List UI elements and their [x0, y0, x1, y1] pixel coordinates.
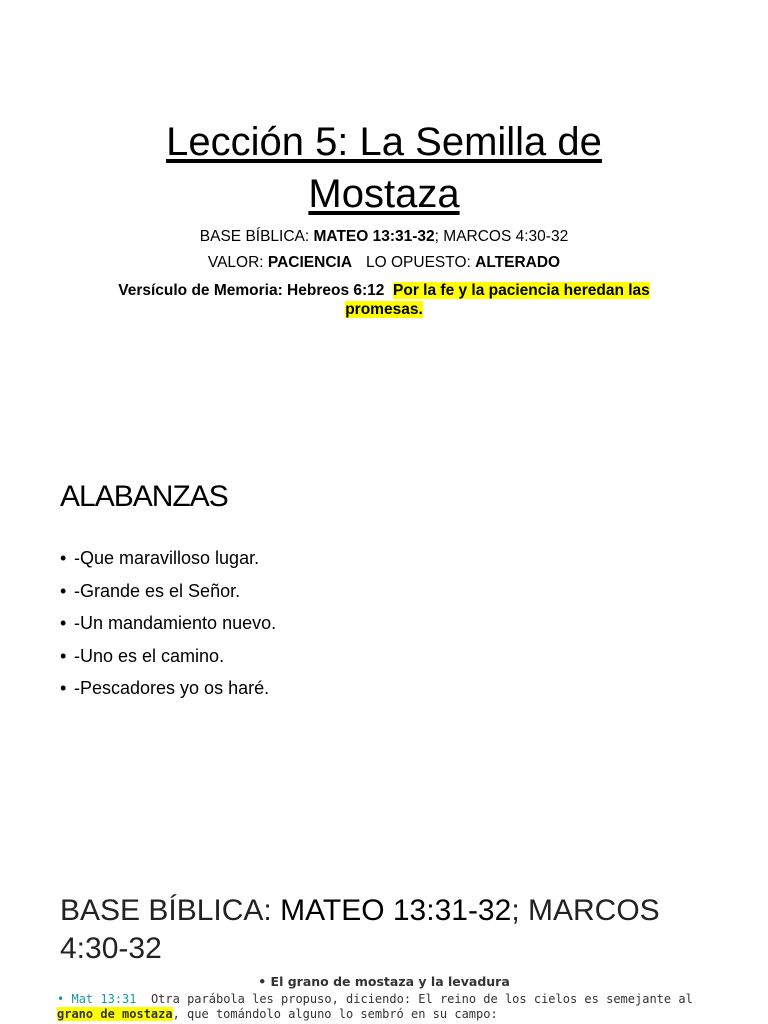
songs-slide [0, 460, 768, 760]
base-ref2: MARCOS 4:30-32 [443, 228, 569, 245]
memory-verse-text2: promesas. [345, 301, 423, 318]
lesson-title-line1: Lección 5: La Semilla de [166, 120, 602, 164]
list-item [60, 579, 276, 612]
opuesto-value: ALTERADO [475, 254, 561, 271]
base-ref1: MATEO 13:31-32 [313, 228, 435, 245]
bible-base-heading [60, 892, 710, 968]
base-biblica-line [0, 228, 768, 246]
title-slide [0, 0, 768, 430]
list-item [60, 611, 276, 644]
memory-verse-label: Versículo de Memoria: Hebreos 6:12 [118, 282, 385, 299]
bullet-icon: • [60, 645, 67, 666]
bullet-icon: • [57, 992, 65, 1006]
opuesto-label: LO OPUESTO: [366, 254, 476, 271]
lesson-title-line2: Mostaza [308, 172, 460, 216]
base-sep: ; [434, 228, 444, 245]
verse-highlight: grano de mostaza [57, 1007, 173, 1021]
valor-value: PACIENCIA [267, 254, 353, 271]
list-item [60, 546, 276, 579]
memory-verse [0, 281, 768, 319]
valor-line [0, 254, 768, 272]
verse-text-1: Otra parábola les propuso, diciendo: El reino de los cielos es semejante al [150, 992, 693, 1006]
song-title: -Un mandamiento nuevo. [74, 613, 277, 633]
song-title: -Que maravilloso lugar. [74, 548, 260, 568]
song-title: -Uno es el camino. [74, 645, 225, 666]
list-item [60, 644, 276, 677]
songs-list [60, 546, 276, 709]
bible-base-label: BASE BÍBLICA: [60, 894, 281, 927]
song-title: -Pescadores yo os haré. [74, 678, 270, 698]
memory-verse-text1: Por la fe y la paciencia heredan las [393, 282, 650, 299]
song-title: -Grande es el Señor. [74, 580, 241, 601]
verse-ref-link[interactable]: Mat 13:31 [71, 992, 137, 1006]
bible-base-ref1: MATEO 13:31-32 [280, 894, 512, 927]
bullet-icon: • [60, 580, 67, 601]
bible-base-rest: ; MARCOS 4:30-32 [60, 894, 660, 965]
passage-text [57, 992, 737, 1022]
base-label: BASE BÍBLICA: [199, 228, 314, 245]
passage-title: • El grano de mostaza y la levadura [258, 974, 510, 989]
bible-base-slide [0, 880, 768, 1024]
bullet-icon: • [60, 613, 67, 633]
songs-heading: ALABANZAS [60, 480, 228, 513]
list-item [60, 676, 276, 709]
lesson-title [0, 116, 768, 220]
bullet-icon: • [60, 548, 67, 568]
verse-text-2: , que tomándolo alguno lo sembró en su campo: [172, 1007, 498, 1021]
bullet-icon: • [60, 678, 67, 698]
valor-label: VALOR: [207, 254, 268, 271]
